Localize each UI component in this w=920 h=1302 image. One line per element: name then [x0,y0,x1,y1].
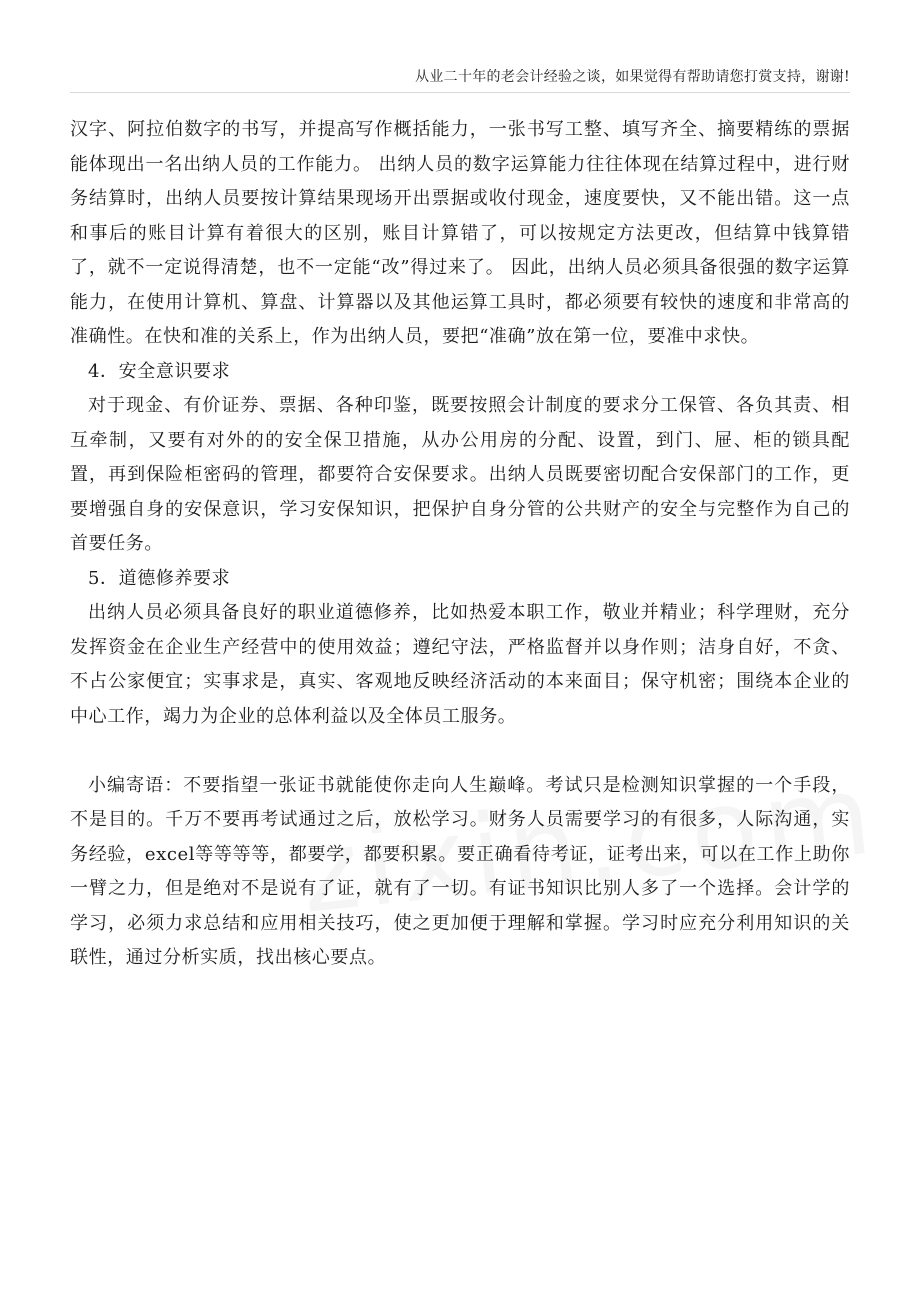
header-divider [70,92,850,93]
section-heading-ethics: 5．道德修养要求 [88,567,231,589]
ethics-paragraph: 出纳人员必须具备良好的职业道德修养，比如热爱本职工作，敬业并精业；科学理财，充分发挥资金在企业生产经营中的使用效益；遵纪守法，严格监督并以身作则；洁身自好，不贪、不占公家便宜；实事求是，真实、客观地反映经济活动的本来面目；保守机密；围绕本企业的中心工作，竭力为企业的总体利益以及全体员工服务。 [70,602,850,727]
editor-note-paragraph: 小编寄语：不要指望一张证书就能使你走向人生巅峰。考试只是检测知识掌握的一个手段，不是目的。千万不要再考试通过之后，放松学习。财务人员需要学习的有很多，人际沟通，实务经验，excel等等等等，都要学，都要积累。要正确看待考证，证考出来，可以在工作上助你一臂之力，但是绝对不是说有了证，就有了一切。有证书知识比别人多了一个选择。会计学的学习，必须力求总结和应用相关技巧，使之更加便于理解和掌握。学习时应充分利用知识的关联性，通过分析实质，找出核心要点。 [70,774,850,968]
security-paragraph: 对于现金、有价证券、票据、各种印鉴，既要按照会计制度的要求分工保管、各负其责、相互牵制，又要有对外的的安全保卫措施，从办公用房的分配、设置，到门、屉、柜的锁具配置，再到保险柜密码的管理，都要符合安保要求。出纳人员既要密切配合安保部门的工作，更要增强自身的安保意识，学习安保知识，把保护自身分管的公共财产的安全与完整作为自己的首要任务。 [70,395,850,554]
header-note: 从业二十年的老会计经验之谈，如果觉得有帮助请您打赏支持，谢谢! [415,69,850,85]
section-heading-security: 4．安全意识要求 [88,360,231,382]
document-body [70,113,850,976]
blank-line [70,734,850,769]
intro-paragraph: 汉字、阿拉伯数字的书写，并提高写作概括能力，一张书写工整、填写齐全、摘要精练的票据能体现出一名出纳人员的工作能力。 出纳人员的数字运算能力往往体现在结算过程中，进行财务结算时，出纳人员要按计算结果现场开出票据或收付现金，速度要快，又不能出错。这一点和事后的账目计算有着很大的区别，账目计算错了，可以按规定方法更改，但结算中钱算错了，就不一定说得清楚，也不一定能“改”得过来了。 因此，出纳人员必须具备很强的数字运算能力，在使用计算机、算盘、计算器以及其他运算工具时，都必须要有较快的速度和非常高的准确性。在快和准的关系上，作为出纳人员，要把“准确”放在第一位，要准中求快。 [70,119,850,347]
